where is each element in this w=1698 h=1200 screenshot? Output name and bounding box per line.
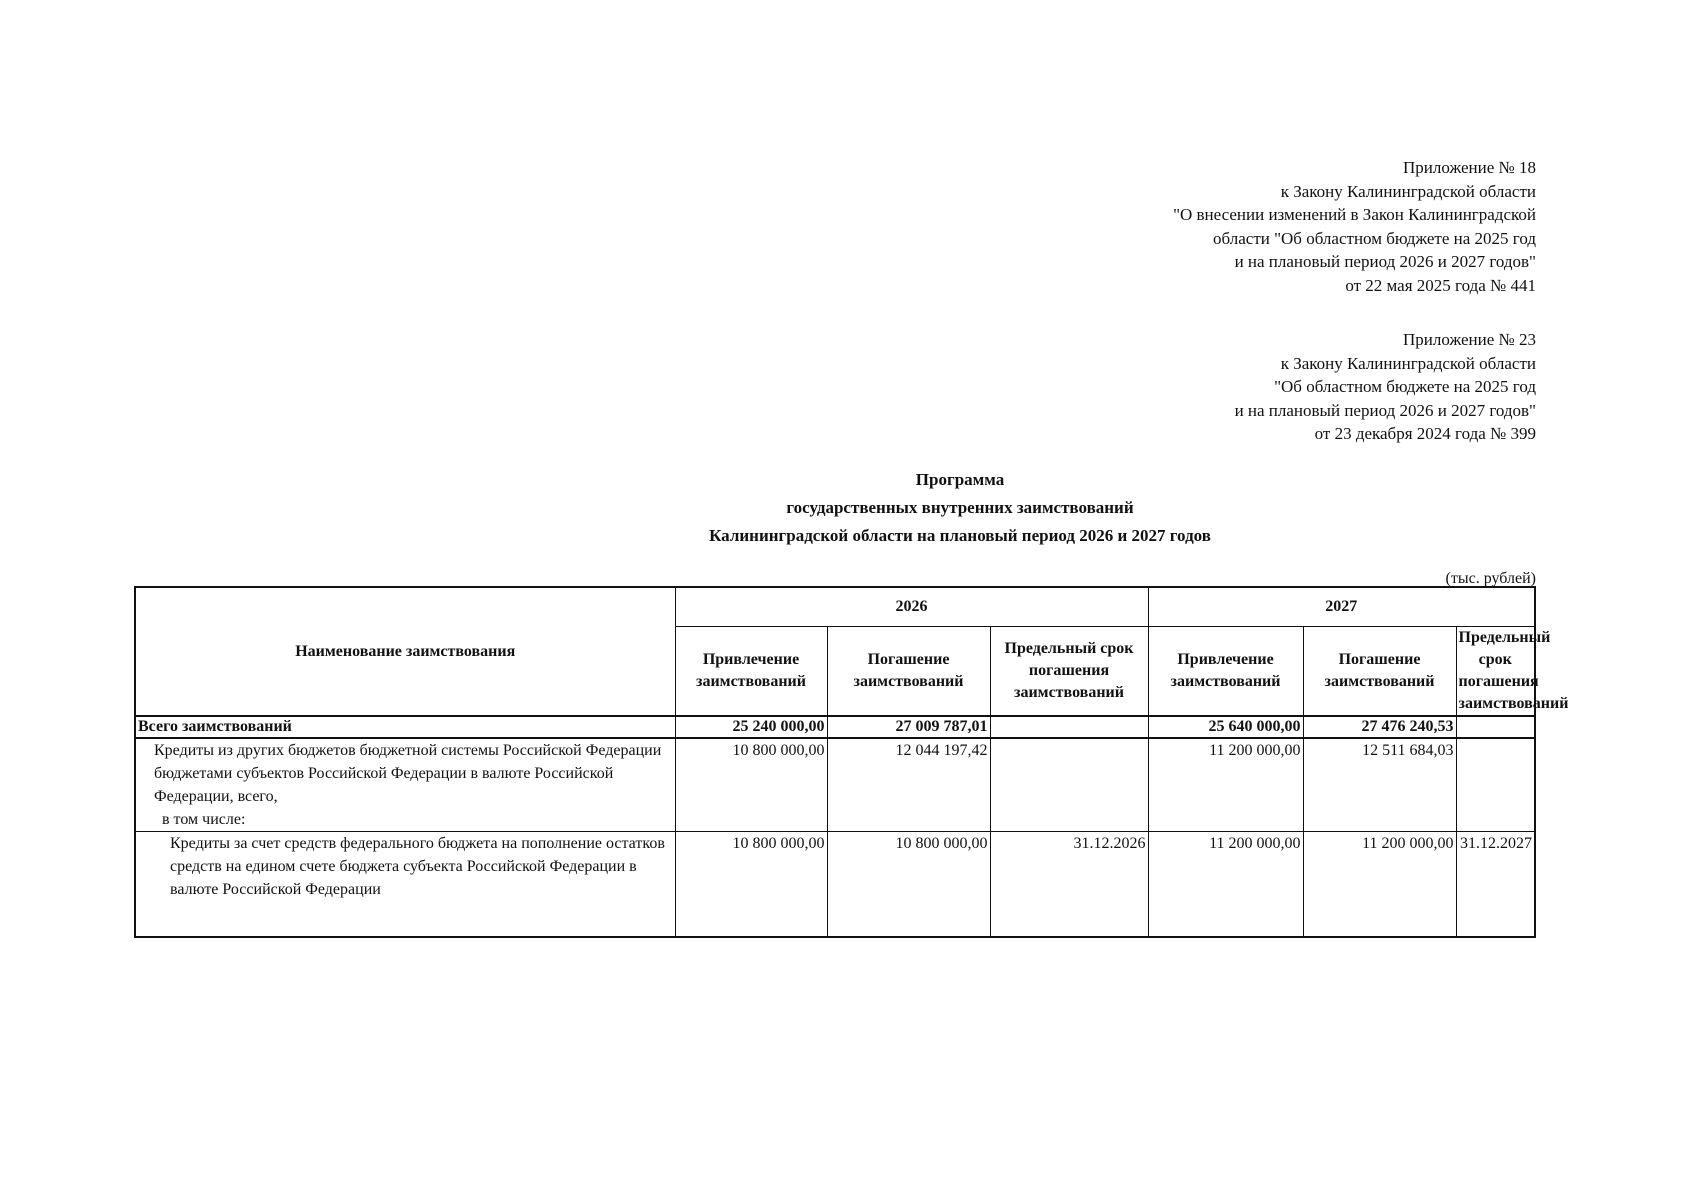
table-row-federal-credits <box>135 832 1535 938</box>
cell-repayment-2027: 27 476 240,53 <box>1303 716 1456 738</box>
annex-line: и на плановый период 2026 и 2027 годов" <box>1234 400 1536 420</box>
document-title <box>580 466 1340 550</box>
cell-deadline-2027 <box>1456 738 1535 832</box>
title-line-3: Калининградской области на плановый период 2026 и 2027 годов <box>709 526 1211 545</box>
cell-repayment-2026: 10 800 000,00 <box>827 832 990 938</box>
header-repayment-2027: Погашение заимствований <box>1303 627 1456 717</box>
cell-attraction-2026: 25 240 000,00 <box>675 716 827 738</box>
header-deadline-2027: Предельный срок погашения заимствований <box>1456 627 1535 717</box>
cell-attraction-2027: 25 640 000,00 <box>1148 716 1303 738</box>
table-row-credits <box>135 738 1535 832</box>
annex-line: и на плановый период 2026 и 2027 годов" <box>1234 252 1536 271</box>
cell-deadline-2027: 31.12.2027 <box>1456 832 1535 938</box>
year-header-2026: 2026 <box>675 587 1148 627</box>
cell-deadline-2026 <box>990 716 1148 738</box>
cell-attraction-2026: 10 800 000,00 <box>675 832 827 938</box>
cell-deadline-2026 <box>990 738 1148 832</box>
header-deadline-2026: Предельный срок погашения заимствований <box>990 627 1148 717</box>
name-column-header: Наименование заимствования <box>135 587 675 716</box>
row-name-cell <box>135 738 675 832</box>
annex-line: Приложение № 23 <box>1403 330 1536 349</box>
header-attraction-2027: Привлечение заимствований <box>1148 627 1303 717</box>
annex-line: "Об областном бюджете на 2025 год <box>1274 377 1536 396</box>
cell-deadline-2027 <box>1456 716 1535 738</box>
annex-header-current <box>1173 156 1536 297</box>
cell-repayment-2026: 27 009 787,01 <box>827 716 990 738</box>
row-name: Кредиты за счет средств федерального бюджета на пополнение остатков средств на едином счете бюджета субъекта Российской Федерации в валюте Российской Федерации <box>135 832 675 938</box>
annex-line: "О внесении изменений в Закон Калининградской <box>1173 205 1536 224</box>
annex-header-original <box>1235 328 1536 446</box>
including-label: в том числе: <box>162 811 246 828</box>
annex-line: от 23 декабря 2024 года № 399 <box>1314 424 1536 443</box>
annex-line: к Закону Калининградской области <box>1280 181 1536 201</box>
annex-line: к Закону Калининградской области <box>1280 353 1536 373</box>
annex-line: Приложение № 18 <box>1403 158 1536 177</box>
row-name: Всего заимствований <box>135 716 675 738</box>
cell-repayment-2027: 11 200 000,00 <box>1303 832 1456 938</box>
annex-line: от 22 мая 2025 года № 441 <box>1345 275 1536 295</box>
cell-repayment-2027: 12 511 684,03 <box>1303 738 1456 832</box>
title-line-2: государственных внутренних заимствований <box>786 498 1134 517</box>
units-label: (тыс. рублей) <box>1445 570 1536 587</box>
cell-attraction-2026: 10 800 000,00 <box>675 738 827 832</box>
cell-deadline-2026: 31.12.2026 <box>990 832 1148 938</box>
cell-attraction-2027: 11 200 000,00 <box>1148 832 1303 938</box>
header-attraction-2026: Привлечение заимствований <box>675 627 827 717</box>
cell-repayment-2026: 12 044 197,42 <box>827 738 990 832</box>
annex-line: области "Об областном бюджете на 2025 год <box>1213 228 1536 248</box>
year-header-2027: 2027 <box>1148 587 1535 627</box>
row-name: Кредиты из других бюджетов бюджетной системы Российской Федерации бюджетами субъектов Российской Федерации в валюте Российской Федерации, всего, <box>154 742 662 805</box>
title-line-1: Программа <box>915 470 1005 489</box>
cell-attraction-2027: 11 200 000,00 <box>1148 738 1303 832</box>
borrowing-program-table <box>134 586 1569 938</box>
table-row-total <box>135 716 1535 738</box>
header-repayment-2026: Погашение заимствований <box>827 627 990 717</box>
